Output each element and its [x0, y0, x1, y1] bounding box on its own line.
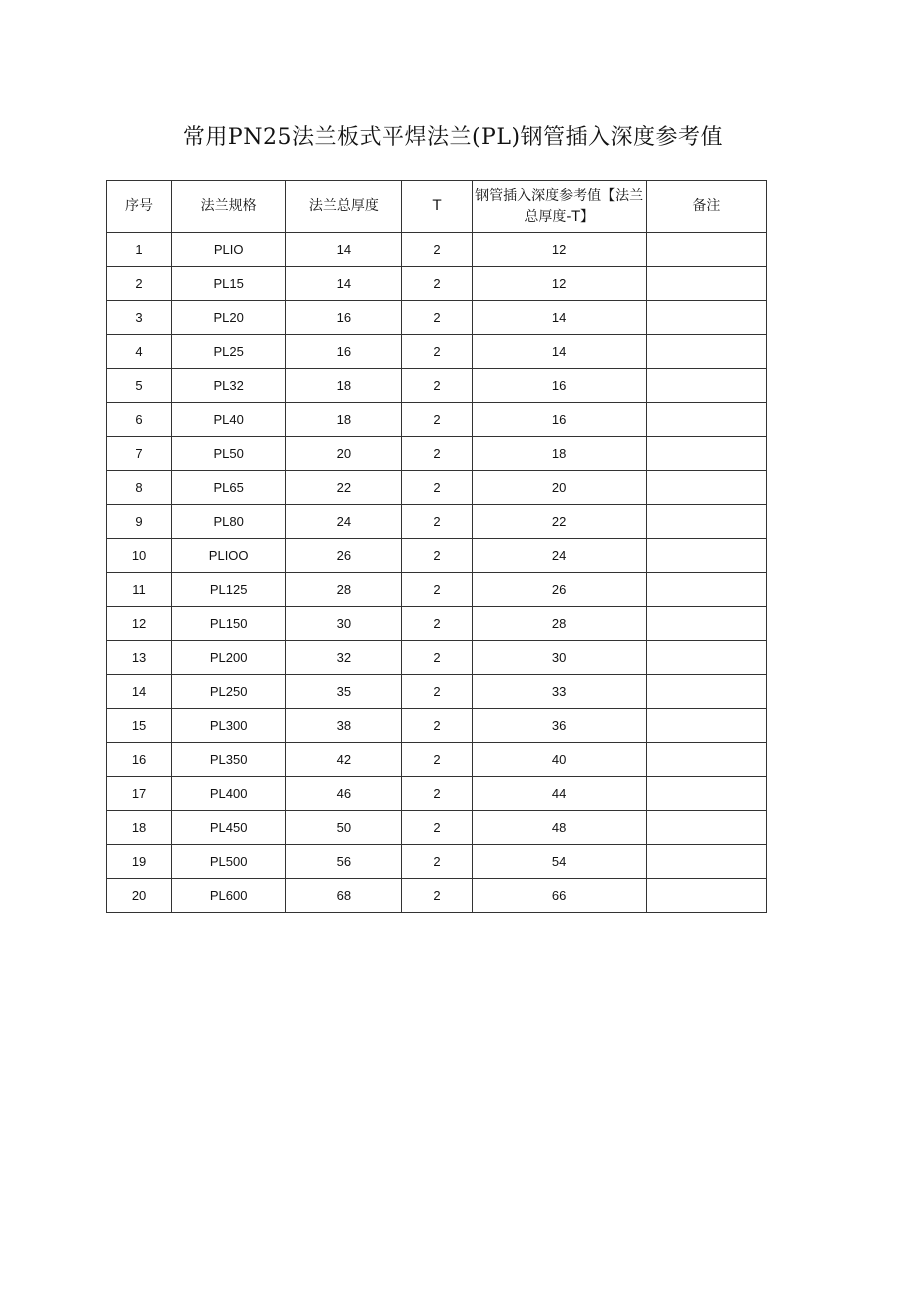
- table-row: [107, 233, 767, 267]
- table-row: [107, 675, 767, 709]
- cell-t: 2: [402, 879, 472, 913]
- cell-flange-spec: PLIO: [172, 233, 286, 267]
- cell-total-thickness: 22: [286, 471, 402, 505]
- cell-insertion-depth: 18: [472, 437, 646, 471]
- table-row: [107, 641, 767, 675]
- cell-flange-spec: PL32: [172, 369, 286, 403]
- table-row: [107, 573, 767, 607]
- cell-index: 8: [107, 471, 172, 505]
- cell-index: 5: [107, 369, 172, 403]
- cell-insertion-depth: 28: [472, 607, 646, 641]
- cell-insertion-depth: 24: [472, 539, 646, 573]
- cell-t: 2: [402, 845, 472, 879]
- cell-index: 13: [107, 641, 172, 675]
- cell-t: 2: [402, 539, 472, 573]
- cell-insertion-depth: 33: [472, 675, 646, 709]
- cell-flange-spec: PL125: [172, 573, 286, 607]
- cell-t: 2: [402, 505, 472, 539]
- cell-flange-spec: PL200: [172, 641, 286, 675]
- cell-t: 2: [402, 369, 472, 403]
- cell-total-thickness: 18: [286, 403, 402, 437]
- cell-remarks: [646, 811, 766, 845]
- cell-remarks: [646, 403, 766, 437]
- cell-index: 9: [107, 505, 172, 539]
- cell-index: 6: [107, 403, 172, 437]
- table-row: [107, 879, 767, 913]
- cell-index: 2: [107, 267, 172, 301]
- header-total-thickness: 法兰总厚度: [286, 181, 402, 233]
- cell-t: 2: [402, 709, 472, 743]
- cell-t: 2: [402, 607, 472, 641]
- cell-insertion-depth: 48: [472, 811, 646, 845]
- cell-index: 16: [107, 743, 172, 777]
- cell-remarks: [646, 505, 766, 539]
- cell-total-thickness: 20: [286, 437, 402, 471]
- cell-index: 17: [107, 777, 172, 811]
- cell-remarks: [646, 845, 766, 879]
- cell-remarks: [646, 879, 766, 913]
- cell-total-thickness: 30: [286, 607, 402, 641]
- cell-insertion-depth: 16: [472, 403, 646, 437]
- cell-total-thickness: 38: [286, 709, 402, 743]
- cell-total-thickness: 14: [286, 267, 402, 301]
- cell-index: 7: [107, 437, 172, 471]
- cell-flange-spec: PL250: [172, 675, 286, 709]
- cell-index: 1: [107, 233, 172, 267]
- cell-index: 14: [107, 675, 172, 709]
- cell-remarks: [646, 471, 766, 505]
- cell-flange-spec: PL15: [172, 267, 286, 301]
- cell-index: 19: [107, 845, 172, 879]
- cell-insertion-depth: 44: [472, 777, 646, 811]
- cell-t: 2: [402, 641, 472, 675]
- cell-insertion-depth: 26: [472, 573, 646, 607]
- header-index: 序号: [107, 181, 172, 233]
- table-row: [107, 709, 767, 743]
- cell-t: 2: [402, 471, 472, 505]
- table-row: [107, 777, 767, 811]
- cell-index: 20: [107, 879, 172, 913]
- cell-total-thickness: 26: [286, 539, 402, 573]
- cell-total-thickness: 32: [286, 641, 402, 675]
- cell-index: 3: [107, 301, 172, 335]
- cell-t: 2: [402, 777, 472, 811]
- cell-remarks: [646, 709, 766, 743]
- table-row: [107, 505, 767, 539]
- cell-insertion-depth: 16: [472, 369, 646, 403]
- table-row: [107, 607, 767, 641]
- cell-flange-spec: PLIOO: [172, 539, 286, 573]
- header-insertion-depth-label: 钢管插入深度参考值【法兰总厚度-T】: [475, 187, 644, 225]
- table-row: [107, 437, 767, 471]
- cell-t: 2: [402, 573, 472, 607]
- cell-remarks: [646, 233, 766, 267]
- cell-flange-spec: PL400: [172, 777, 286, 811]
- cell-flange-spec: PL350: [172, 743, 286, 777]
- table-row: [107, 267, 767, 301]
- table-row: [107, 301, 767, 335]
- table-row: [107, 539, 767, 573]
- cell-flange-spec: PL80: [172, 505, 286, 539]
- table-body: [107, 233, 767, 913]
- cell-index: 15: [107, 709, 172, 743]
- cell-t: 2: [402, 675, 472, 709]
- cell-total-thickness: 18: [286, 369, 402, 403]
- cell-t: 2: [402, 301, 472, 335]
- header-insertion-depth: [472, 181, 646, 233]
- page-title: 常用PN25法兰板式平焊法兰(PL)钢管插入深度参考值: [182, 125, 724, 150]
- cell-remarks: [646, 607, 766, 641]
- cell-total-thickness: 35: [286, 675, 402, 709]
- flange-insertion-depth-table: [106, 180, 767, 913]
- table-row: [107, 403, 767, 437]
- cell-remarks: [646, 369, 766, 403]
- table-header-row: [107, 181, 767, 233]
- cell-flange-spec: PL500: [172, 845, 286, 879]
- cell-insertion-depth: 66: [472, 879, 646, 913]
- cell-insertion-depth: 30: [472, 641, 646, 675]
- table-row: [107, 369, 767, 403]
- cell-total-thickness: 42: [286, 743, 402, 777]
- cell-index: 18: [107, 811, 172, 845]
- cell-flange-spec: PL20: [172, 301, 286, 335]
- cell-remarks: [646, 437, 766, 471]
- cell-total-thickness: 50: [286, 811, 402, 845]
- cell-total-thickness: 14: [286, 233, 402, 267]
- cell-flange-spec: PL300: [172, 709, 286, 743]
- cell-insertion-depth: 14: [472, 335, 646, 369]
- table-row: [107, 743, 767, 777]
- cell-insertion-depth: 54: [472, 845, 646, 879]
- cell-flange-spec: PL40: [172, 403, 286, 437]
- cell-total-thickness: 28: [286, 573, 402, 607]
- cell-index: 11: [107, 573, 172, 607]
- cell-remarks: [646, 675, 766, 709]
- cell-insertion-depth: 22: [472, 505, 646, 539]
- cell-t: 2: [402, 437, 472, 471]
- table-row: [107, 811, 767, 845]
- cell-remarks: [646, 335, 766, 369]
- cell-insertion-depth: 12: [472, 267, 646, 301]
- cell-total-thickness: 16: [286, 301, 402, 335]
- cell-total-thickness: 56: [286, 845, 402, 879]
- cell-t: 2: [402, 743, 472, 777]
- cell-total-thickness: 68: [286, 879, 402, 913]
- cell-t: 2: [402, 335, 472, 369]
- cell-remarks: [646, 301, 766, 335]
- cell-remarks: [646, 539, 766, 573]
- cell-insertion-depth: 14: [472, 301, 646, 335]
- cell-flange-spec: PL50: [172, 437, 286, 471]
- cell-t: 2: [402, 811, 472, 845]
- cell-insertion-depth: 40: [472, 743, 646, 777]
- cell-index: 4: [107, 335, 172, 369]
- header-flange-spec: 法兰规格: [172, 181, 286, 233]
- header-t: T: [402, 181, 472, 233]
- cell-flange-spec: PL600: [172, 879, 286, 913]
- cell-flange-spec: PL450: [172, 811, 286, 845]
- cell-index: 10: [107, 539, 172, 573]
- cell-flange-spec: PL25: [172, 335, 286, 369]
- cell-remarks: [646, 641, 766, 675]
- cell-index: 12: [107, 607, 172, 641]
- cell-remarks: [646, 573, 766, 607]
- cell-total-thickness: 24: [286, 505, 402, 539]
- cell-total-thickness: 16: [286, 335, 402, 369]
- cell-insertion-depth: 12: [472, 233, 646, 267]
- cell-insertion-depth: 36: [472, 709, 646, 743]
- cell-remarks: [646, 267, 766, 301]
- cell-total-thickness: 46: [286, 777, 402, 811]
- table-row: [107, 335, 767, 369]
- table-row: [107, 471, 767, 505]
- cell-insertion-depth: 20: [472, 471, 646, 505]
- cell-remarks: [646, 777, 766, 811]
- cell-remarks: [646, 743, 766, 777]
- cell-flange-spec: PL150: [172, 607, 286, 641]
- cell-t: 2: [402, 403, 472, 437]
- header-remarks: 备注: [646, 181, 766, 233]
- cell-flange-spec: PL65: [172, 471, 286, 505]
- table-row: [107, 845, 767, 879]
- cell-t: 2: [402, 233, 472, 267]
- cell-t: 2: [402, 267, 472, 301]
